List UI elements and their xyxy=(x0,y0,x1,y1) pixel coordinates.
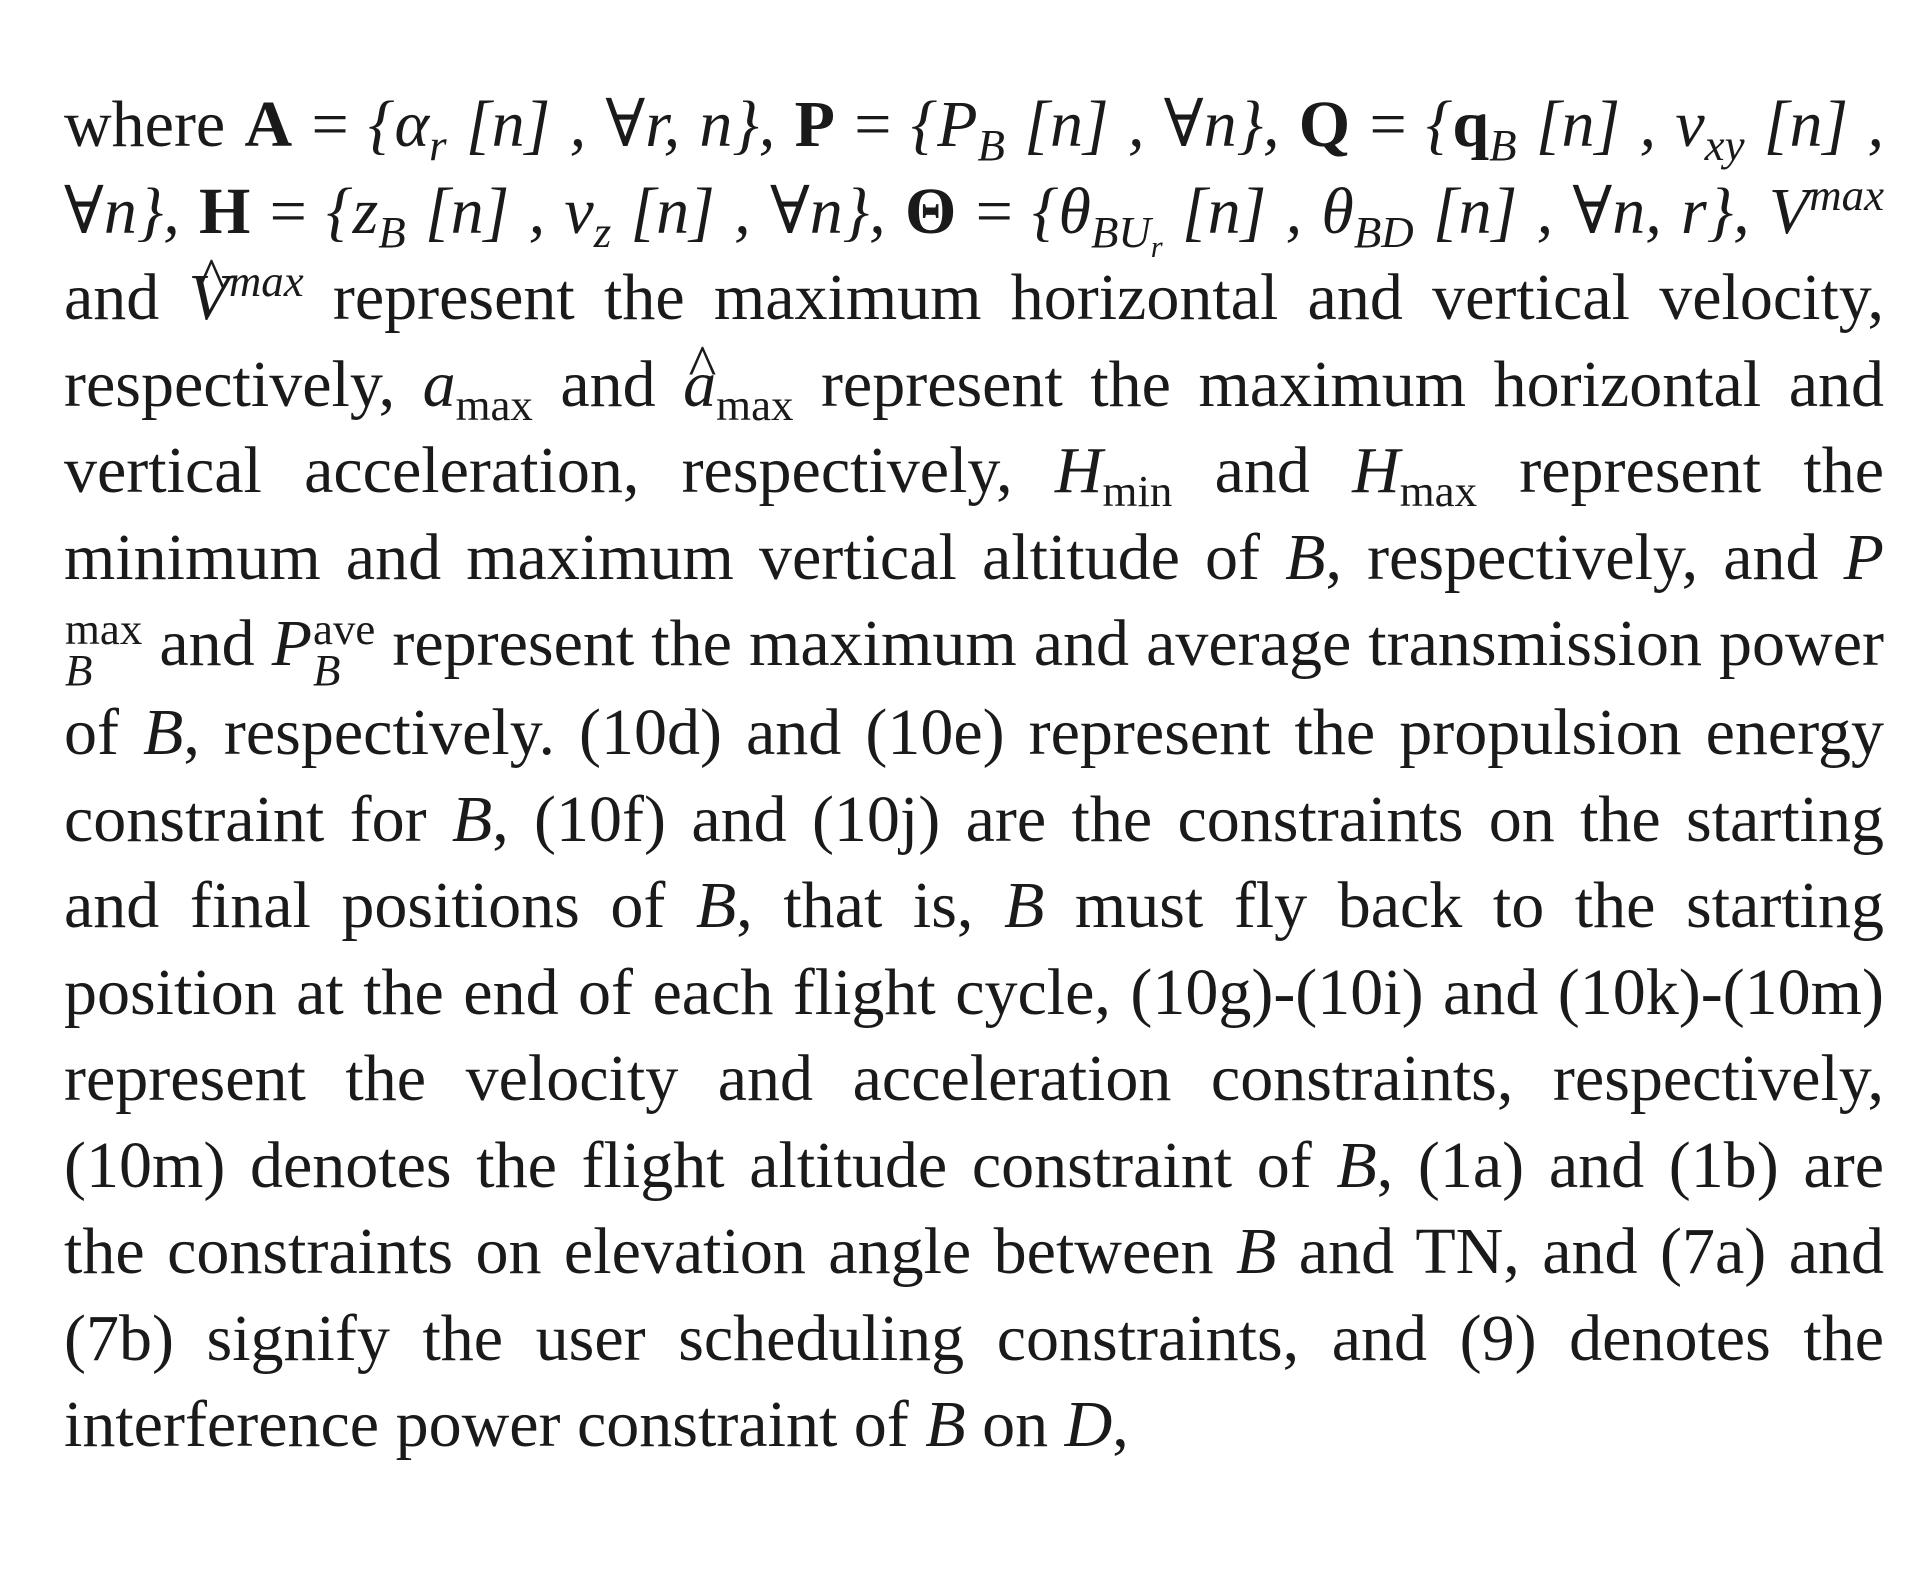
set-Theta: {$\theta_{BU_r}$ [n] , $\theta_{BD}$ [n] , ∀n, r}, xyxy=(1032,174,1769,264)
symbol-B: B xyxy=(1236,1215,1277,1289)
set-Q: {$q_B$ [n] , $v_{xy}$ [n] , ∀n}, xyxy=(64,88,1884,248)
p-b-max: P max B xyxy=(65,520,1884,695)
text-run: , (1a) and (1b) are the constraints on elevation angle between xyxy=(64,1128,1884,1289)
h-max: $H_{max}$ xyxy=(1352,434,1478,517)
text-run: and xyxy=(142,607,272,680)
set-P: {$P_B$ [n] , ∀n}, xyxy=(910,88,1299,171)
text-run: , (10f) and (10j) are the constraints on the starting and final positions of xyxy=(64,782,1885,943)
symbol-D: D xyxy=(1064,1388,1113,1462)
symbol-B: B xyxy=(1285,520,1326,594)
symbol-B: B xyxy=(1003,869,1045,943)
symbol-B: B xyxy=(143,696,184,770)
text-run: , respectively. (10d) and (10e) represent the propulsion energy constraint for xyxy=(64,696,1884,856)
a-hat-max: ^ $a_{max}$ xyxy=(683,348,793,421)
equals-sign: = xyxy=(956,174,1033,248)
symbol-Q: Q xyxy=(1298,88,1351,161)
text-run: represent the maximum horizontal and vertical acceleration, respectively, xyxy=(64,347,1884,507)
symbol-A: A xyxy=(244,88,293,161)
symbol-B: B xyxy=(695,869,737,943)
text-run: represent the maximum and average transmission power of xyxy=(64,607,1884,770)
symbol-H: H xyxy=(199,174,251,248)
text-run: where xyxy=(64,88,245,161)
text-run: , xyxy=(1112,1388,1129,1462)
text-run: and xyxy=(532,347,684,421)
equals-sign: = xyxy=(1350,88,1426,161)
text-run: and xyxy=(64,261,189,334)
symbol-B: B xyxy=(1336,1128,1377,1202)
set-H: {$z_B$ [n] , $v_z$ [n] , ∀n}, xyxy=(326,174,905,257)
symbol-B: B xyxy=(451,782,493,856)
text-run: and xyxy=(1172,434,1353,507)
equals-sign: = xyxy=(834,88,911,161)
text-run: must fly back to the starting position at the end of each flight cycle, (10g)-(10i) and (10k)-(10m) represent the velocity and acceleration constraints, respectively, (10m) denotes the flight altitude constraint of xyxy=(64,869,1884,1202)
a-max: $a_{max}$ xyxy=(422,347,533,430)
equals-sign: = xyxy=(250,174,327,248)
set-A: {$\alpha_r$ [n] , ∀r, n}, xyxy=(368,88,795,171)
text-run: represent the maximum horizontal and vertical velocity, respectively, xyxy=(64,261,1885,421)
p-b-ave: P ave B xyxy=(271,604,376,695)
body-paragraph xyxy=(64,82,1884,1469)
text-run: and TN, and (7a) and (7b) signify the user scheduling constraints, and (9) denotes the interference power constraint of xyxy=(64,1215,1885,1462)
symbol-Theta: Θ xyxy=(904,174,957,248)
text-run: represent the minimum and maximum vertical altitude of xyxy=(64,434,1884,594)
v-max: $V^{max}$ xyxy=(1768,169,1884,248)
text-run: on xyxy=(965,1388,1065,1462)
equals-sign: = xyxy=(292,88,369,161)
symbol-P: P xyxy=(794,88,835,161)
h-min: $H_{min}$ xyxy=(1054,434,1173,517)
v-hat-max: ^ $V^{max}$ xyxy=(189,261,304,334)
text-run: , respectively, and xyxy=(1325,520,1844,594)
symbol-B: B xyxy=(925,1388,966,1462)
text-run: , that is, xyxy=(736,869,1004,943)
